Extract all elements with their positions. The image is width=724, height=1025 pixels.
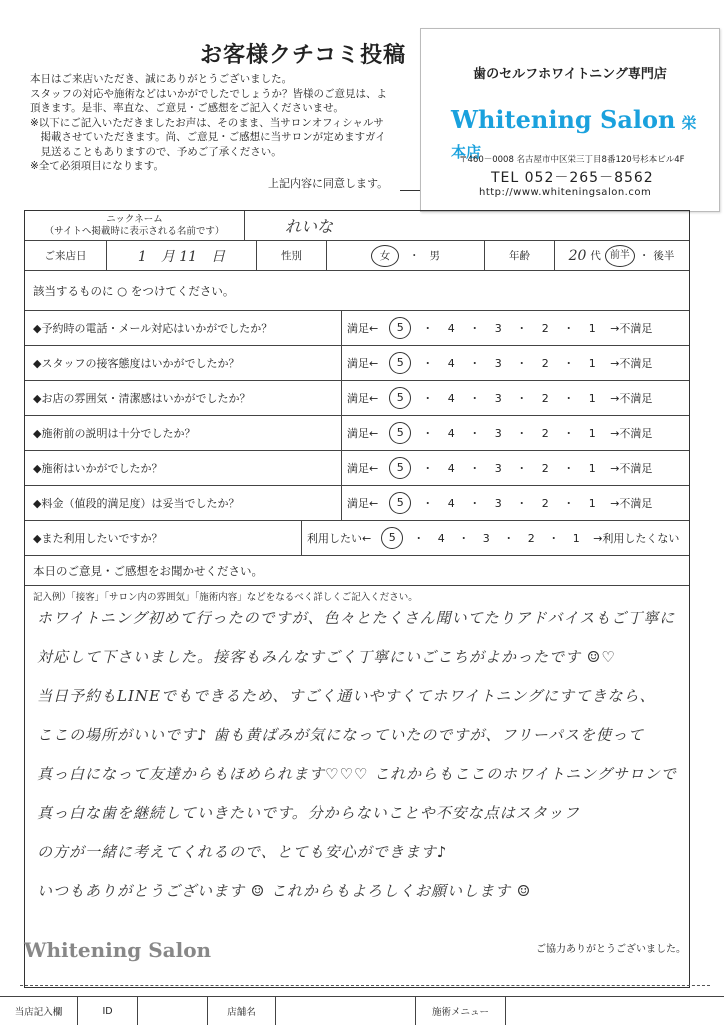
rating-option-4[interactable]: 4 <box>447 391 455 405</box>
rating-option-3[interactable]: 3 <box>494 321 502 335</box>
rating-option-3[interactable]: 3 <box>494 461 502 475</box>
scale-right-label: →不満足 <box>610 497 653 510</box>
scale-right-label: →不満足 <box>610 427 653 440</box>
scale-dot: ・ <box>469 462 481 475</box>
page-title: お客様クチコミ投稿 <box>200 43 407 68</box>
salon-stamp <box>420 28 720 212</box>
rating-option-5[interactable]: 5 <box>381 527 403 549</box>
scale-dot: ・ <box>469 322 481 335</box>
scale-dot: ・ <box>563 392 575 405</box>
stamp-address: 〒460－0008 名古屋市中区栄三丁目8番120号杉本ビル4F <box>459 155 685 165</box>
comment-heading-row <box>25 556 689 586</box>
rating-option-2[interactable]: 2 <box>541 321 549 335</box>
rating-option-2[interactable]: 2 <box>527 531 535 545</box>
scale-dot: ・ <box>548 532 560 545</box>
question-row <box>25 346 689 381</box>
stamp-branch: 栄本店 <box>451 114 697 161</box>
comment-line: 当日予約もLINEでもできるため、すごく通いやすくてホワイトニングにすてきなら、 <box>37 687 656 705</box>
scale-dot: ・ <box>516 357 528 370</box>
rating-option-1[interactable]: 1 <box>588 356 596 370</box>
gender-male[interactable]: 男 <box>429 250 440 262</box>
visit-label: ご来店日 <box>25 241 107 270</box>
id-label: ID <box>78 997 138 1025</box>
scale-right-label: →不満足 <box>610 322 653 335</box>
rating-option-1[interactable]: 1 <box>588 496 596 510</box>
scale-right-label: →不満足 <box>610 462 653 475</box>
comment-line: 真っ白な歯を継続していきたいです。分からないことや不安な点はスタッフ <box>37 804 580 822</box>
scale-left-label: 利用したい← <box>307 532 372 545</box>
comment-line: ホワイトニング初めて行ったのですが、色々とたくさん聞いてたりアドバイスもご丁寧に <box>37 609 676 627</box>
age-dot: ・ <box>638 250 650 262</box>
id-field[interactable] <box>138 997 208 1025</box>
scale-dot: ・ <box>422 462 434 475</box>
scale-dot: ・ <box>516 497 528 510</box>
question-text: ◆予約時の電話・メール対応はいかがでしたか？ <box>33 322 273 335</box>
visit-value[interactable]: 1 月 11 日 <box>107 241 257 270</box>
comment-example: 記入例）「接客」「サロン内の雰囲気」「施術内容」などをなるべく詳しくご記入ください。 <box>33 592 418 603</box>
gender-dot: ・ <box>409 250 420 262</box>
gender-female[interactable]: 女 <box>371 245 399 267</box>
question-text: ◆施術はいかがでしたか？ <box>33 462 163 475</box>
thanks-text: ご協力ありがとうございました。 <box>536 944 686 955</box>
question-row <box>25 311 689 346</box>
age-second-half[interactable]: 後半 <box>653 250 675 262</box>
rating-option-2[interactable]: 2 <box>541 461 549 475</box>
question-text: ◆また利用したいですか？ <box>33 532 163 545</box>
question-row <box>25 451 689 486</box>
scale-dot: ・ <box>563 322 575 335</box>
rating-option-4[interactable]: 4 <box>447 461 455 475</box>
store-name-label: 店舗名 <box>208 997 276 1025</box>
rating-option-4[interactable]: 4 <box>447 356 455 370</box>
footer-logo: Whitening Salon <box>24 938 212 962</box>
gender-options <box>327 241 485 270</box>
scale-dot: ・ <box>563 497 575 510</box>
survey-form <box>24 210 690 988</box>
comment-heading: 本日のご意見・ご感想をお聞かせください。 <box>33 563 263 578</box>
scale-dot: ・ <box>469 427 481 440</box>
rating-option-1[interactable]: 1 <box>588 321 596 335</box>
scale-right-label: →不満足 <box>610 392 653 405</box>
comment-line: の方が一緒に考えてくれるので、とても安心ができます♪ <box>37 843 448 861</box>
comment-line: いつもありがとうございます ☺ これからもよろしくお願いします ☺ <box>37 882 532 900</box>
scale-right-label: →不満足 <box>610 357 653 370</box>
rating-scale <box>347 416 689 450</box>
rating-option-2[interactable]: 2 <box>541 356 549 370</box>
rating-option-3[interactable]: 3 <box>482 531 490 545</box>
scale-dot: ・ <box>563 427 575 440</box>
scale-dot: ・ <box>563 462 575 475</box>
nickname-label: ニックネーム （サイトへ掲載時に表示される名前です） <box>25 211 245 240</box>
menu-label: 施術メニュー <box>416 997 506 1025</box>
age-value[interactable]: 20 <box>568 247 587 264</box>
scale-dot: ・ <box>422 322 434 335</box>
question-row <box>25 416 689 451</box>
agree-signature-line <box>400 190 420 191</box>
rating-option-1[interactable]: 1 <box>572 531 580 545</box>
visit-row <box>25 241 689 271</box>
rating-scale <box>347 381 689 415</box>
scale-left-label: 満足← <box>347 462 379 475</box>
scale-dot: ・ <box>469 497 481 510</box>
scale-dot: ・ <box>458 532 470 545</box>
rating-option-5[interactable]: 5 <box>389 422 411 444</box>
rating-option-3[interactable]: 3 <box>494 391 502 405</box>
intro-text: 本日はご来店いただき、誠にありがとうございました。 スタッフの対応や施術などはいかがでしたでしょうか？皆様のご意見は、よ 頂きます。是非、率直な、ご意見・ご感想をご記入くださいませ。 ※以下にご記入いただきましたお声は、そのまま、当サロンオフィシャルサ 掲載させていただきます。尚、ご意見・ご感想に当サロンが定めますガイ 見送ることもありますので、予めご了承ください。 ※全て必須項目になります。 <box>30 73 387 172</box>
rating-option-5[interactable]: 5 <box>389 317 411 339</box>
scale-dot: ・ <box>422 427 434 440</box>
age-options <box>555 241 688 270</box>
rating-option-2[interactable]: 2 <box>541 426 549 440</box>
scale-left-label: 満足← <box>347 357 379 370</box>
scale-dot: ・ <box>503 532 515 545</box>
rating-option-5[interactable]: 5 <box>389 492 411 514</box>
agree-label: 上記内容に同意します。 <box>268 177 389 190</box>
rating-option-4[interactable]: 4 <box>437 531 445 545</box>
question-text: ◆お店の雰囲気・清潔感はいかがでしたか？ <box>33 392 251 405</box>
store-name-field[interactable] <box>276 997 416 1025</box>
rating-scale <box>347 346 689 380</box>
scale-dot: ・ <box>422 392 434 405</box>
scale-dot: ・ <box>422 497 434 510</box>
rating-option-4[interactable]: 4 <box>447 426 455 440</box>
scale-left-label: 満足← <box>347 392 379 405</box>
rating-option-1[interactable]: 1 <box>588 426 596 440</box>
store-entry-row <box>0 996 724 1025</box>
menu-field[interactable] <box>506 997 724 1025</box>
scale-dot: ・ <box>516 462 528 475</box>
instruction-row <box>25 271 689 311</box>
question-text: ◆施術前の説明は十分でしたか？ <box>33 427 196 440</box>
rating-scale <box>347 311 689 345</box>
scale-dot: ・ <box>413 532 425 545</box>
scale-left-label: 満足← <box>347 322 379 335</box>
scale-right-label: →利用したくない <box>593 532 680 545</box>
question-text: ◆スタッフの接客態度はいかがでしたか？ <box>33 357 240 370</box>
scale-dot: ・ <box>422 357 434 370</box>
store-entry-label: 当店記入欄 <box>0 997 78 1025</box>
rating-scale <box>347 486 689 520</box>
rating-option-3[interactable]: 3 <box>494 356 502 370</box>
stamp-tel: TEL 052－265－8562 <box>491 170 654 186</box>
stamp-heading: 歯のセルフホワイトニング専門店 <box>473 67 667 82</box>
rating-scale <box>347 451 689 485</box>
gender-label: 性別 <box>257 241 327 270</box>
rating-option-1[interactable]: 1 <box>588 391 596 405</box>
question-row <box>25 381 689 416</box>
scale-left-label: 満足← <box>347 427 379 440</box>
rating-option-3[interactable]: 3 <box>494 426 502 440</box>
scale-dot: ・ <box>516 322 528 335</box>
scale-dot: ・ <box>469 357 481 370</box>
age-label: 年齢 <box>485 241 555 270</box>
comment-line: 真っ白になって友達からもほめられます♡♡♡ これからもここのホワイトニングサロンで <box>37 765 677 783</box>
scale-dot: ・ <box>469 392 481 405</box>
age-first-half[interactable]: 前半 <box>605 245 635 267</box>
rating-option-2[interactable]: 2 <box>541 391 549 405</box>
question-text: ◆料金（値段的満足度）は妥当でしたか？ <box>33 497 240 510</box>
nickname-row <box>25 211 689 241</box>
nickname-value[interactable]: れいな <box>285 217 334 236</box>
cut-line <box>20 985 710 986</box>
question-row <box>25 521 689 556</box>
stamp-brand: Whitening Salon <box>451 105 676 134</box>
rating-option-4[interactable]: 4 <box>447 321 455 335</box>
rating-option-5[interactable]: 5 <box>389 387 411 409</box>
rating-option-3[interactable]: 3 <box>494 496 502 510</box>
scale-left-label: 満足← <box>347 497 379 510</box>
instruction-text: 該当するものに ○ をつけてください。 <box>33 283 235 298</box>
scale-dot: ・ <box>563 357 575 370</box>
comment-line: 対応して下さいました。接客もみんなすごく丁寧にいごこちがよかったです ☺♡ <box>37 648 616 666</box>
rating-option-4[interactable]: 4 <box>447 496 455 510</box>
rating-option-2[interactable]: 2 <box>541 496 549 510</box>
rating-option-5[interactable]: 5 <box>389 457 411 479</box>
rating-scale <box>307 521 689 555</box>
rating-option-5[interactable]: 5 <box>389 352 411 374</box>
question-row <box>25 486 689 521</box>
stamp-url: http://www.whiteningsalon.com <box>479 187 652 198</box>
rating-option-1[interactable]: 1 <box>588 461 596 475</box>
age-unit: 代 <box>590 250 601 262</box>
comment-line: ここの場所がいいです♪ 歯も黄ばみが気になっていたのですが、フリーパスを使って <box>37 726 644 744</box>
scale-dot: ・ <box>516 392 528 405</box>
scale-dot: ・ <box>516 427 528 440</box>
